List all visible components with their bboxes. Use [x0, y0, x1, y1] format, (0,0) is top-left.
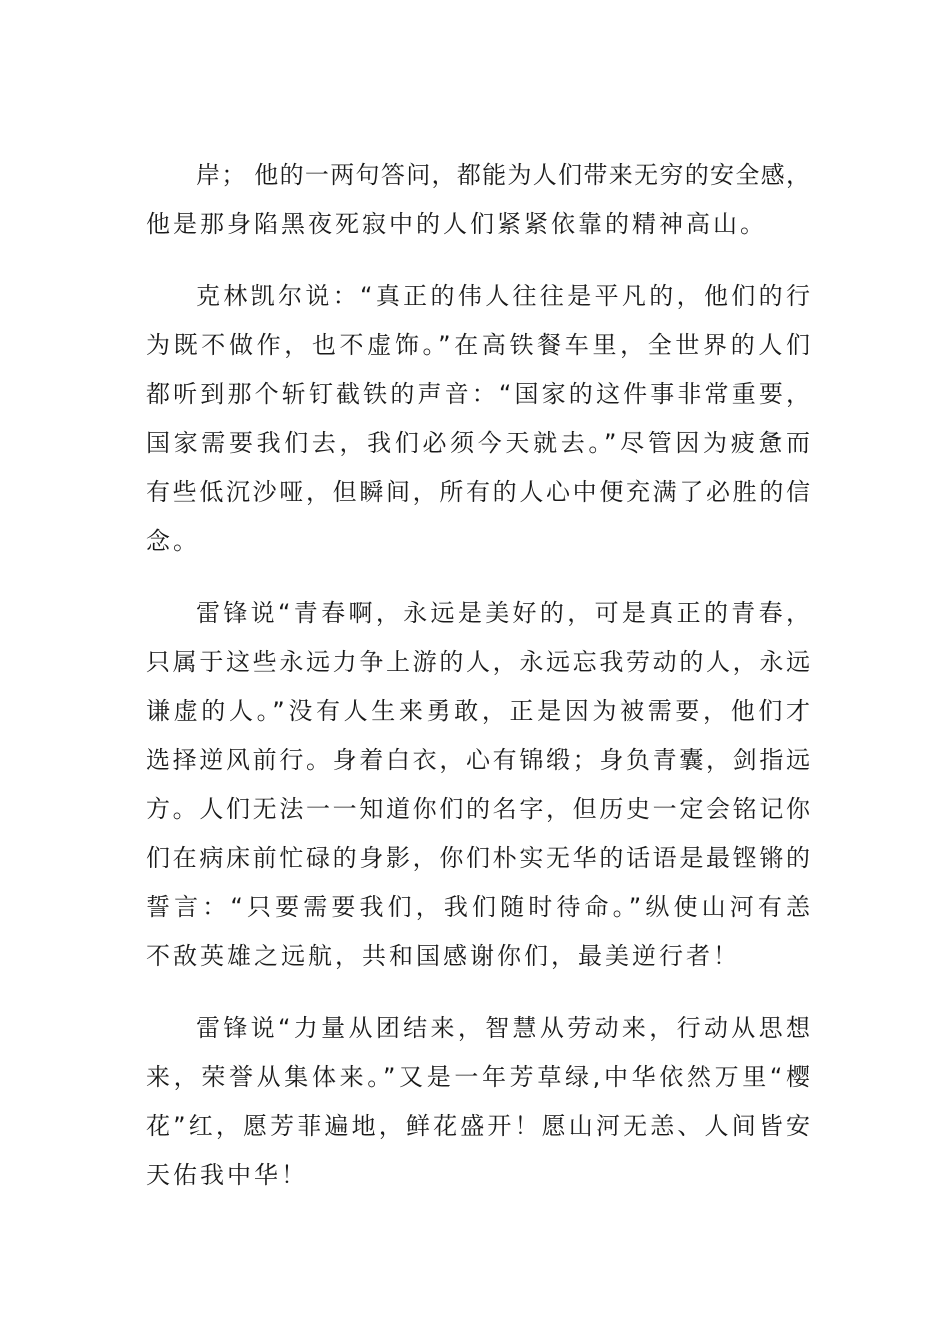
text-line: 国家需要我们去，我们必须今天就去。”尽管因为疲惫而 [146, 429, 810, 457]
text-line: 来，荣誉从集体来。”又是一年芳草绿,中华依然万里“樱 [146, 1063, 810, 1091]
text-line: 方。人们无法一一知道你们的名字，但历史一定会铭记你 [146, 795, 810, 823]
text-line: 不敌英雄之远航，共和国感谢你们，最美逆行者！ [146, 942, 740, 970]
text-line: 岸； 他的一两句答问，都能为人们带来无穷的安全感， [196, 161, 810, 189]
text-line: 有些低沉沙哑，但瞬间，所有的人心中便充满了必胜的信 [146, 478, 810, 506]
text-line: 谦虚的人。”没有人生来勇敢，正是因为被需要，他们才 [146, 697, 810, 725]
text-line: 都听到那个斩钉截铁的声音：“国家的这件事非常重要， [146, 380, 810, 408]
text-line: 为既不做作，也不虚饰。”在高铁餐车里，全世界的人们 [146, 331, 810, 359]
text-line: 克林凯尔说：“真正的伟人往往是平凡的，他们的行 [196, 282, 810, 310]
text-line: 誓言：“只要需要我们，我们随时待命。”纵使山河有恙 [146, 893, 810, 921]
text-line: 雷锋说“青春啊，永远是美好的，可是真正的青春， [196, 599, 810, 627]
text-line: 念。 [146, 527, 200, 555]
text-line: 只属于这些永远力争上游的人，永远忘我劳动的人，永远 [146, 648, 810, 676]
text-line: 天佑我中华！ [146, 1161, 308, 1189]
text-line: 他是那身陷黑夜死寂中的人们紧紧依靠的精神高山。 [146, 210, 767, 238]
text-line: 雷锋说“力量从团结来，智慧从劳动来，行动从思想 [196, 1014, 810, 1042]
text-line: 选择逆风前行。身着白衣，心有锦缎；身负青囊，剑指远 [146, 746, 810, 774]
text-line: 花”红，愿芳菲遍地，鲜花盛开！愿山河无恙、人间皆安 [146, 1112, 810, 1140]
text-line: 们在病床前忙碌的身影，你们朴实无华的话语是最铿锵的 [146, 844, 810, 872]
